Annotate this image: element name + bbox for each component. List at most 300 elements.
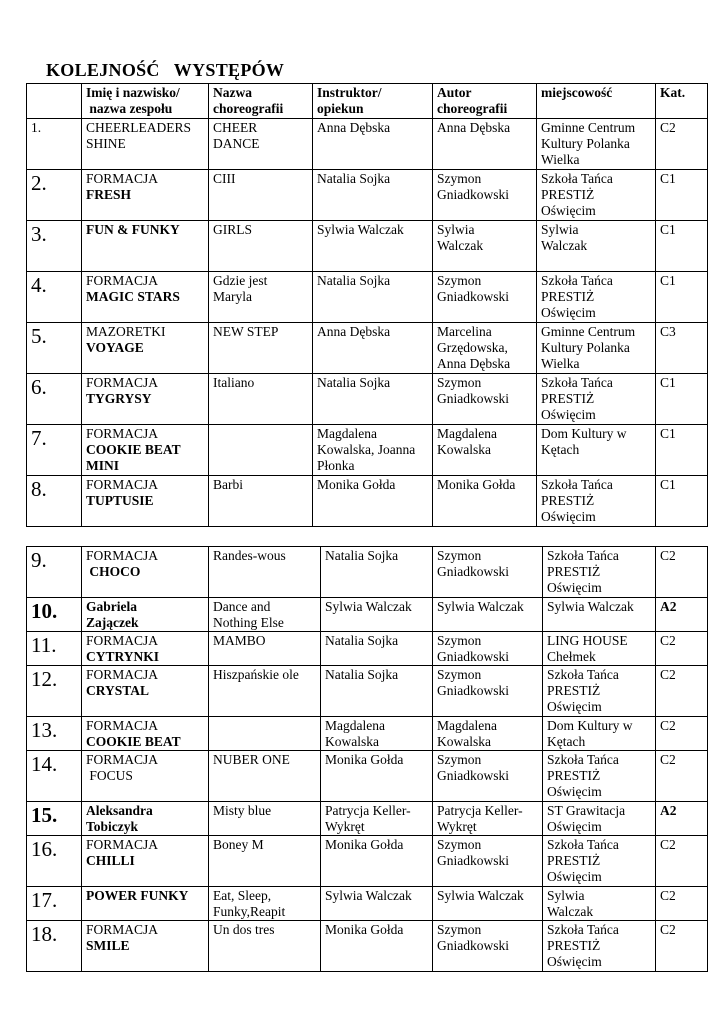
place-cell [537,272,656,323]
instructor-line: Monika Gołda [317,477,396,492]
place-line: Oświęcim [547,699,602,714]
team-name-line: POWER FUNKY [86,888,189,903]
author-line: Sylwia [437,222,475,237]
place-cell [543,921,656,972]
choreography-line: NEW STEP [213,324,279,339]
choreography-line: Hiszpańskie ole [213,667,299,682]
team-name-line: SMILE [86,938,130,953]
instructor-cell [321,802,433,836]
category-cell: C2 [656,666,708,717]
author-cell [433,323,537,374]
place-cell [537,170,656,221]
team-name-line: FORMACJA [86,477,159,492]
choreography-line: Italiano [213,375,255,390]
choreography-line: Barbi [213,477,243,492]
team-name-line: CHILLI [86,853,135,868]
team-name-line: Aleksandra [86,803,153,818]
category-cell: C2 [656,921,708,972]
place-line: Wielka [541,152,580,167]
author-line: Marcelina [437,324,492,339]
team-name-line: FORMACJA [86,837,159,852]
row-number: 1. [27,119,82,170]
table-row [27,666,708,717]
instructor-line: Sylwia Walczak [325,888,412,903]
team-name-cell [82,323,209,374]
instructor-cell [313,323,433,374]
place-line: Dom Kultury w [547,718,633,733]
place-line: Oświęcim [547,869,602,884]
header-instructor-line: Instruktor/ [317,85,382,100]
choreography-line: Gdzie jest [213,273,268,288]
instructor-cell [313,374,433,425]
author-line: Gniadkowski [437,853,509,868]
place-line: Walczak [547,904,594,919]
instructor-line: Magdalena [325,718,385,733]
place-line: Oświęcim [547,954,602,969]
team-name-line: Gabriela [86,599,137,614]
choreography-cell [209,666,321,717]
team-name-cell [82,476,209,527]
author-line: Kowalska [437,442,491,457]
author-line: Anna Dębska [437,120,511,135]
instructor-line: Monika Gołda [325,922,404,937]
place-cell [543,751,656,802]
team-name-line: MAZORETKI [86,324,166,339]
row-number: 8. [27,476,82,527]
header-number-cell [27,84,82,119]
place-line: PRESTIŻ [547,564,601,579]
team-name-cell [82,632,209,666]
team-name-line: TUPTUSIE [86,493,154,508]
author-cell [433,887,543,921]
author-line: Gniadkowski [437,649,509,664]
category-cell: C3 [656,323,708,374]
row-number: 17. [27,887,82,921]
instructor-line: Natalia Sojka [317,273,391,288]
row-number: 9. [27,547,82,598]
team-name-line: COOKIE BEAT [86,734,181,749]
place-line: PRESTIŻ [541,187,595,202]
author-line: Walczak [437,238,484,253]
place-line: Szkoła Tańca [547,667,619,682]
place-line: Szkoła Tańca [541,273,613,288]
performance-table-body [27,84,708,527]
team-name-cell [82,119,209,170]
choreography-cell [209,272,313,323]
author-cell [433,119,537,170]
header-instructor-line: opiekun [317,101,364,116]
table-header-row [27,84,708,119]
team-name-line: CRYSTAL [86,683,150,698]
place-line: Oświęcim [547,580,602,595]
author-cell [433,836,543,887]
team-name-cell [82,802,209,836]
instructor-cell [321,921,433,972]
author-cell [433,547,543,598]
team-name-line: FOCUS [86,768,133,783]
header-place-line: miejscowość [541,85,613,100]
place-line: PRESTIŻ [547,938,601,953]
choreography-line: Randes-wous [213,548,286,563]
performance-table-part-2 [26,546,708,972]
category-cell: C2 [656,547,708,598]
choreography-line: Boney M [213,837,264,852]
place-line: PRESTIŻ [547,853,601,868]
choreography-line: MAMBO [213,633,266,648]
row-number: 14. [27,751,82,802]
author-line: Szymon [437,171,482,186]
table-row [27,170,708,221]
team-name-cell [82,598,209,632]
place-line: PRESTIŻ [547,683,601,698]
author-cell [433,425,537,476]
place-cell [537,119,656,170]
team-name-line: FRESH [86,187,132,202]
author-line: Gniadkowski [437,768,509,783]
place-line: Kętach [541,442,580,457]
team-name-line: SHINE [86,136,126,151]
place-line: Szkoła Tańca [541,375,613,390]
row-number: 11. [27,632,82,666]
author-line: Gniadkowski [437,564,509,579]
place-line: LING HOUSE [547,633,628,648]
choreography-line: GIRLS [213,222,253,237]
author-line: Grzędowska, [437,340,508,355]
author-cell [433,717,543,751]
author-cell [433,632,543,666]
choreography-line: Maryla [213,289,252,304]
team-name-cell [82,425,209,476]
team-name-line: FORMACJA [86,548,159,563]
instructor-line: Anna Dębska [317,324,391,339]
place-cell [543,717,656,751]
author-line: Gniadkowski [437,187,509,202]
choreography-line: Dance and [213,599,271,614]
choreography-line: Nothing Else [213,615,284,630]
instructor-cell [321,751,433,802]
choreography-line: Misty blue [213,803,272,818]
table-row [27,717,708,751]
team-name-line: Zajączek [86,615,139,630]
place-line: PRESTIŻ [541,493,595,508]
table-row [27,887,708,921]
place-line: Wielka [541,356,580,371]
category-cell: C2 [656,751,708,802]
instructor-cell [313,119,433,170]
instructor-cell [321,598,433,632]
author-line: Szymon [437,667,482,682]
author-line: Szymon [437,273,482,288]
table-row [27,272,708,323]
author-cell [433,221,537,272]
category-cell: C1 [656,221,708,272]
place-cell [543,887,656,921]
table-row [27,119,708,170]
team-name-line: FORMACJA [86,633,159,648]
choreography-cell [209,836,321,887]
team-name-line: FUN & FUNKY [86,222,180,237]
place-line: Sylwia [541,222,579,237]
author-line: Szymon [437,922,482,937]
category-cell: C1 [656,476,708,527]
author-line: Gniadkowski [437,391,509,406]
author-line: Sylwia Walczak [437,599,524,614]
choreography-cell [209,717,321,751]
author-cell [433,666,543,717]
team-name-line: FORMACJA [86,752,159,767]
team-name-cell [82,170,209,221]
instructor-line: Natalia Sojka [317,171,391,186]
place-line: Szkoła Tańca [541,477,613,492]
place-line: Kultury Polanka [541,340,630,355]
category-cell: C2 [656,632,708,666]
instructor-cell [321,836,433,887]
team-name-line: FORMACJA [86,718,159,733]
team-name-line: FORMACJA [86,922,159,937]
header-instructor-cell [313,84,433,119]
header-author-line: Autor [437,85,472,100]
place-cell [543,836,656,887]
author-cell [433,272,537,323]
table-row [27,374,708,425]
performance-table-body [27,547,708,972]
team-name-line: FORMACJA [86,171,159,186]
place-line: Walczak [541,238,588,253]
choreography-cell [209,170,313,221]
author-line: Szymon [437,633,482,648]
team-name-cell [82,921,209,972]
author-cell [433,751,543,802]
place-cell [537,323,656,374]
team-name-cell [82,272,209,323]
row-number: 3. [27,221,82,272]
author-line: Gniadkowski [437,289,509,304]
team-name-line: FORMACJA [86,426,159,441]
instructor-cell [313,425,433,476]
author-line: Kowalska [437,734,491,749]
category-cell: C2 [656,887,708,921]
place-line: PRESTIŻ [541,391,595,406]
team-name-cell [82,751,209,802]
team-name-cell [82,836,209,887]
header-place-cell [537,84,656,119]
header-name-cell [82,84,209,119]
choreography-line: Funky,Reapit [213,904,286,919]
author-cell [433,476,537,527]
instructor-line: Magdalena [317,426,377,441]
author-line: Szymon [437,548,482,563]
row-number: 16. [27,836,82,887]
choreography-cell [209,323,313,374]
category-cell: C2 [656,717,708,751]
place-cell [543,598,656,632]
team-name-line: TYGRYSY [86,391,152,406]
choreography-cell [209,374,313,425]
instructor-line: Natalia Sojka [317,375,391,390]
author-line: Patrycja Keller- [437,803,523,818]
instructor-cell [313,221,433,272]
team-name-line: Tobiczyk [86,819,139,834]
place-cell [537,221,656,272]
instructor-cell [321,666,433,717]
place-line: Szkoła Tańca [547,548,619,563]
team-name-cell [82,887,209,921]
place-cell [537,374,656,425]
place-line: Gminne Centrum [541,120,636,135]
row-number: 7. [27,425,82,476]
instructor-line: Natalia Sojka [325,548,399,563]
place-line: Oświęcim [547,819,602,834]
place-line: Szkoła Tańca [541,171,613,186]
place-line: Szkoła Tańca [547,837,619,852]
header-choreography-line: choreografii [213,101,284,116]
place-line: PRESTIŻ [541,289,595,304]
instructor-cell [321,632,433,666]
instructor-line: Natalia Sojka [325,667,399,682]
choreography-cell [209,221,313,272]
row-number: 5. [27,323,82,374]
author-line: Szymon [437,837,482,852]
author-cell [433,802,543,836]
author-line: Wykręt [437,819,477,834]
author-cell [433,374,537,425]
page-title: KOLEJNOŚĆ WYSTĘPÓW [46,60,285,80]
choreography-line: DANCE [213,136,260,151]
instructor-line: Monika Gołda [325,837,404,852]
place-line: Oświęcim [541,305,596,320]
table-row [27,598,708,632]
instructor-line: Patrycja Keller- [325,803,411,818]
instructor-line: Płonka [317,458,355,473]
team-name-line: VOYAGE [86,340,144,355]
team-name-line: CYTRYNKI [86,649,160,664]
header-author-line: choreografii [437,101,508,116]
header-choreography-line: Nazwa [213,85,252,100]
performance-table-part-1 [26,83,708,527]
author-line: Gniadkowski [437,938,509,953]
instructor-line: Sylwia Walczak [325,599,412,614]
choreography-line: Eat, Sleep, [213,888,272,903]
place-line: Chełmek [547,649,596,664]
row-number: 12. [27,666,82,717]
place-cell [543,666,656,717]
instructor-cell [321,547,433,598]
team-name-cell [82,221,209,272]
choreography-line: CHEER [213,120,258,135]
category-cell: C2 [656,119,708,170]
category-cell: C1 [656,425,708,476]
choreography-cell [209,921,321,972]
team-name-line: CHEERLEADERS [86,120,192,135]
choreography-line: NUBER ONE [213,752,290,767]
row-number: 4. [27,272,82,323]
author-line: Magdalena [437,718,497,733]
instructor-line: Wykręt [325,819,365,834]
table-row [27,323,708,374]
row-number: 18. [27,921,82,972]
table-row [27,547,708,598]
table-row [27,751,708,802]
team-name-cell [82,547,209,598]
choreography-cell [209,751,321,802]
header-choreography-cell [209,84,313,119]
table-row [27,802,708,836]
choreography-cell [209,119,313,170]
team-name-cell [82,374,209,425]
choreography-cell [209,425,313,476]
choreography-line: CIII [213,171,236,186]
choreography-cell [209,802,321,836]
instructor-line: Natalia Sojka [325,633,399,648]
team-name-line: FORMACJA [86,273,159,288]
instructor-cell [313,170,433,221]
category-cell: C2 [656,836,708,887]
table-row [27,836,708,887]
place-line: Sylwia [547,888,585,903]
choreography-cell [209,547,321,598]
place-line: Szkoła Tańca [547,922,619,937]
place-cell [537,476,656,527]
author-cell [433,921,543,972]
place-line: PRESTIŻ [547,768,601,783]
place-line: ST Grawitacja [547,803,626,818]
row-number: 13. [27,717,82,751]
place-line: Kętach [547,734,586,749]
place-line: Gminne Centrum [541,324,636,339]
category-cell: A2 [656,598,708,632]
header-category-cell: Kat. [656,84,708,119]
author-cell [433,598,543,632]
author-line: Szymon [437,752,482,767]
instructor-line: Anna Dębska [317,120,391,135]
category-cell: C1 [656,272,708,323]
table-row [27,476,708,527]
row-number: 2. [27,170,82,221]
row-number: 15. [27,802,82,836]
table-row [27,221,708,272]
team-name-line: FORMACJA [86,667,159,682]
author-line: Anna Dębska [437,356,511,371]
choreography-cell [209,632,321,666]
header-name-line: Imię i nazwisko/ [86,85,180,100]
author-line: Monika Gołda [437,477,516,492]
place-line: Oświęcim [541,509,596,524]
instructor-cell [321,717,433,751]
team-name-line: MINI [86,458,119,473]
category-cell: C1 [656,170,708,221]
instructor-cell [313,476,433,527]
author-cell [433,170,537,221]
category-cell: C1 [656,374,708,425]
author-line: Szymon [437,375,482,390]
place-line: Oświęcim [541,203,596,218]
author-line: Sylwia Walczak [437,888,524,903]
instructor-cell [321,887,433,921]
place-cell [543,802,656,836]
author-line: Magdalena [437,426,497,441]
row-number: 10. [27,598,82,632]
table-row [27,632,708,666]
place-line: Oświęcim [547,784,602,799]
category-cell: A2 [656,802,708,836]
team-name-line: MAGIC STARS [86,289,180,304]
instructor-line: Sylwia Walczak [317,222,404,237]
place-cell [543,632,656,666]
team-name-cell [82,666,209,717]
choreography-cell [209,598,321,632]
place-line: Dom Kultury w [541,426,627,441]
choreography-cell [209,476,313,527]
